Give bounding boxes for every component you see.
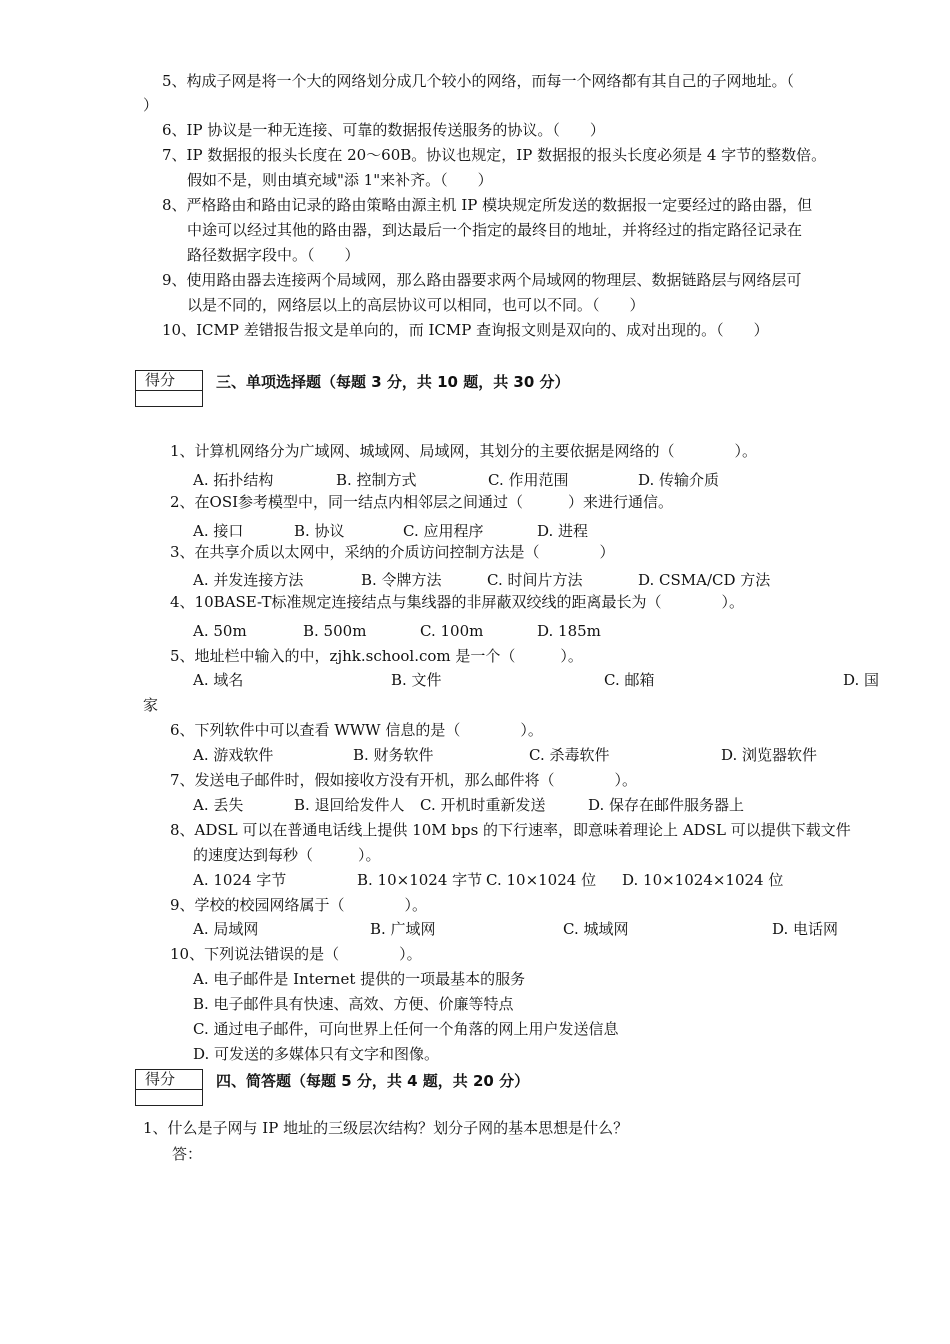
score-box-section-4 [135, 1069, 203, 1106]
mc-q9-option-c: C. 城域网 [563, 920, 629, 938]
mc-q9-option-b: B. 广域网 [370, 920, 436, 938]
mc-q2-option-b: B. 协议 [294, 522, 345, 540]
mc-q4-option-b: B. 500m [303, 622, 367, 640]
section-3-title: 三、单项选择题（每题 3 分，共 10 题，共 30 分） [216, 373, 570, 391]
mc-question-8-cont: 的速度达到每秒（ ）。 [193, 846, 381, 864]
mc-q5-option-a: A. 域名 [193, 671, 244, 689]
mc-q3-option-d: D. CSMA/CD 方法 [638, 571, 771, 589]
mc-q7-option-a: A. 丢失 [193, 796, 244, 814]
score-box-section-3 [135, 370, 203, 407]
mc-q2-option-d: D. 进程 [537, 522, 589, 540]
mc-q1-option-c: C. 作用范围 [488, 471, 569, 489]
tf-question-8: 8、严格路由和路由记录的路由策略由源主机 IP 模块规定所发送的数据报一定要经过的路由器，但 [162, 196, 813, 214]
mc-q10-option-d: D. 可发送的多媒体只有文字和图像。 [193, 1045, 440, 1063]
mc-question-8: 8、ADSL 可以在普通电话线上提供 10M bps 的下行速率，即意味着理论上 ADSL 可以提供下载文件 [170, 821, 851, 839]
mc-q8-option-b: B. 10×1024 字节 [357, 871, 483, 889]
tf-question-7: 7、IP 数据报的报头长度在 20～60B。协议也规定，IP 数据报的报头长度必须是 4 字节的整数倍。 [162, 146, 827, 164]
mc-question-3: 3、在共享介质以太网中，采纳的介质访问控制方法是（ ） [170, 543, 615, 561]
mc-question-4: 4、10BASE-T标准规定连接结点与集线器的非屏蔽双绞线的距离最长为（ ）。 [170, 593, 745, 611]
mc-q4-option-c: C. 100m [420, 622, 484, 640]
tf-question-7-cont: 假如不是，则由填充域"添 1"来补齐。（ ） [187, 171, 493, 189]
mc-q7-option-d: D. 保存在邮件服务器上 [588, 796, 745, 814]
mc-q10-option-a: A. 电子邮件是 Internet 提供的一项最基本的服务 [193, 970, 526, 988]
mc-question-6: 6、下列软件中可以查看 WWW 信息的是（ ）。 [170, 721, 543, 739]
mc-q8-option-c: C. 10×1024 位 [486, 871, 597, 889]
mc-q2-option-a: A. 接口 [193, 522, 244, 540]
mc-q6-option-b: B. 财务软件 [353, 746, 434, 764]
tf-question-6: 6、IP 协议是一种无连接、可靠的数据报传送服务的协议。（ ） [162, 121, 605, 139]
mc-q9-option-d: D. 电话网 [772, 920, 839, 938]
mc-q3-option-b: B. 令牌方法 [361, 571, 442, 589]
score-label: 得分 [136, 1070, 202, 1090]
mc-q8-option-a: A. 1024 字节 [193, 871, 287, 889]
mc-q3-option-a: A. 并发连接方法 [193, 571, 304, 589]
mc-q5-option-d: D. 国 [843, 671, 880, 689]
mc-q4-option-a: A. 50m [193, 622, 247, 640]
score-blank [136, 1090, 202, 1105]
mc-q5-option-c: C. 邮箱 [604, 671, 655, 689]
mc-question-9: 9、学校的校园网络属于（ ）。 [170, 896, 428, 914]
mc-q2-option-c: C. 应用程序 [403, 522, 484, 540]
tf-question-10: 10、ICMP 差错报告报文是单向的，而 ICMP 查询报文则是双向的、成对出现的。（ ） [162, 321, 769, 339]
mc-q9-option-a: A. 局域网 [193, 920, 259, 938]
mc-q7-option-b: B. 退回给发件人 [294, 796, 405, 814]
tf-question-8-cont1: 中途可以经过其他的路由器，到达最后一个指定的最终目的地址，并将经过的指定路径记录在 [187, 221, 803, 239]
mc-q6-option-d: D. 浏览器软件 [721, 746, 818, 764]
mc-q5-option-b: B. 文件 [391, 671, 442, 689]
tf-question-8-cont2: 路径数据字段中。（ ） [187, 246, 360, 264]
tf-question-5-paren: ） [143, 96, 159, 114]
mc-q6-option-c: C. 杀毒软件 [529, 746, 610, 764]
mc-question-2: 2、在OSI参考模型中，同一结点内相邻层之间通过（ ）来进行通信。 [170, 493, 674, 511]
tf-question-9-cont: 以是不同的，网络层以上的高层协议可以相同，也可以不同。（ ） [187, 296, 645, 314]
short-answer-question-1: 1、什么是子网与 IP 地址的三级层次结构？划分子网的基本思想是什么？ [143, 1119, 629, 1137]
mc-q7-option-c: C. 开机时重新发送 [420, 796, 546, 814]
mc-q3-option-c: C. 时间片方法 [487, 571, 583, 589]
answer-label: 答： [172, 1145, 203, 1163]
mc-q5-option-d-wrap: 家 [143, 696, 159, 714]
mc-q8-option-d: D. 10×1024×1024 位 [622, 871, 784, 889]
mc-q1-option-b: B. 控制方式 [336, 471, 417, 489]
mc-question-5: 5、地址栏中输入的中，zjhk.school.com 是一个（ ）。 [170, 647, 583, 665]
section-4-title: 四、简答题（每题 5 分，共 4 题，共 20 分） [216, 1072, 530, 1090]
tf-question-9: 9、使用路由器去连接两个局域网，那么路由器要求两个局域网的物理层、数据链路层与网络层可 [162, 271, 802, 289]
mc-question-1: 1、计算机网络分为广域网、城域网、局域网，其划分的主要依据是网络的（ ）。 [170, 442, 758, 460]
score-blank [136, 391, 202, 406]
mc-q1-option-d: D. 传输介质 [638, 471, 720, 489]
mc-q1-option-a: A. 拓扑结构 [193, 471, 274, 489]
mc-q6-option-a: A. 游戏软件 [193, 746, 274, 764]
mc-question-7: 7、发送电子邮件时，假如接收方没有开机，那么邮件将（ ）。 [170, 771, 638, 789]
mc-q4-option-d: D. 185m [537, 622, 601, 640]
mc-question-10: 10、下列说法错误的是（ ）。 [170, 945, 422, 963]
mc-q10-option-b: B. 电子邮件具有快速、高效、方便、价廉等特点 [193, 995, 514, 1013]
tf-question-5: 5、构成子网是将一个大的网络划分成几个较小的网络，而每一个网络都有其自己的子网地址。（ [162, 72, 795, 90]
mc-q10-option-c: C. 通过电子邮件，可向世界上任何一个角落的网上用户发送信息 [193, 1020, 619, 1038]
score-label: 得分 [136, 371, 202, 391]
